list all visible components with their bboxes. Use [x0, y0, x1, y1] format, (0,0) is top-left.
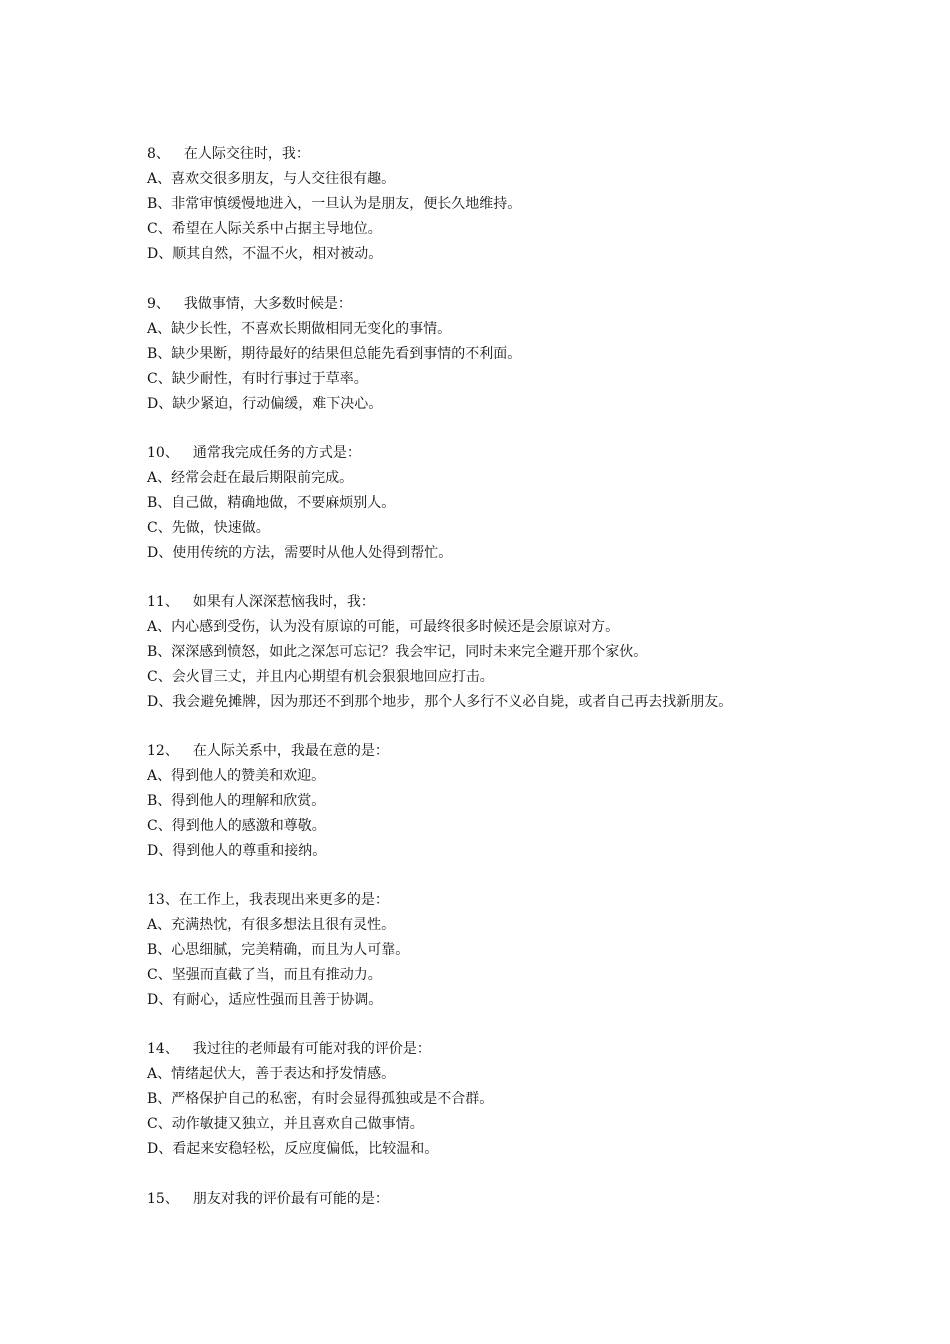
option-a: A、情绪起伏大，善于表达和抒发情感。	[147, 1066, 396, 1082]
question-number: 15、	[147, 1191, 179, 1207]
option-b: B、得到他人的理解和欣赏。	[147, 793, 326, 809]
option-b: B、深深感到愤怒，如此之深怎可忘记？我会牢记，同时未来完全避开那个家伙。	[147, 644, 648, 660]
option-b: B、非常审慎缓慢地进入，一旦认为是朋友，便长久地维持。	[147, 196, 522, 212]
option-c: C、缺少耐性，有时行事过于草率。	[147, 371, 368, 387]
question-14	[147, 1037, 493, 1162]
question-stem	[147, 292, 521, 317]
option-d: D、使用传统的方法，需要时从他人处得到帮忙。	[147, 545, 453, 561]
question-stem	[147, 1187, 389, 1212]
option-b: B、缺少果断，期待最好的结果但总能先看到事情的不利面。	[147, 346, 522, 362]
question-9	[147, 292, 521, 417]
option-a: A、内心感到受伤，认为没有原谅的可能，可最终很多时候还是会原谅对方。	[147, 619, 620, 635]
question-stem	[147, 1037, 493, 1062]
option-b: B、严格保护自己的私密，有时会显得孤独或是不合群。	[147, 1091, 494, 1107]
question-15	[147, 1187, 389, 1212]
question-number: 10、	[147, 445, 179, 461]
option-b: B、自己做，精确地做，不要麻烦别人。	[147, 495, 396, 511]
question-text: 我做事情，大多数时候是：	[183, 296, 352, 312]
question-number: 8、	[147, 146, 170, 162]
option-c: C、得到他人的感激和尊敬。	[147, 818, 326, 834]
option-c: C、动作敏捷又独立，并且喜欢自己做事情。	[147, 1116, 424, 1132]
question-text: 通常我完成任务的方式是：	[192, 445, 361, 461]
option-d: D、有耐心，适应性强而且善于协调。	[147, 992, 383, 1008]
question-number: 12、	[147, 743, 179, 759]
question-13	[147, 888, 409, 1013]
option-d: D、顺其自然，不温不火，相对被动。	[147, 246, 383, 262]
question-number: 13、	[147, 892, 179, 908]
question-stem	[147, 441, 452, 466]
option-a: A、经常会赶在最后期限前完成。	[147, 470, 354, 486]
option-a: A、缺少长性，不喜欢长期做相同无变化的事情。	[147, 321, 452, 337]
question-number: 14、	[147, 1041, 179, 1057]
option-d: D、得到他人的尊重和接纳。	[147, 843, 327, 859]
question-text: 朋友对我的评价最有可能的是：	[192, 1191, 389, 1207]
question-11	[147, 590, 732, 715]
option-c: C、希望在人际关系中占据主导地位。	[147, 221, 382, 237]
question-8	[147, 142, 521, 267]
question-stem	[147, 142, 521, 167]
question-text: 在工作上，我表现出来更多的是：	[178, 892, 389, 908]
option-a: A、喜欢交很多朋友，与人交往很有趣。	[147, 171, 396, 187]
question-stem	[147, 888, 409, 913]
question-text: 我过往的老师最有可能对我的评价是：	[192, 1041, 431, 1057]
option-d: D、看起来安稳轻松，反应度偏低，比较温和。	[147, 1141, 439, 1157]
question-number: 9、	[147, 296, 170, 312]
option-a: A、得到他人的赞美和欢迎。	[147, 768, 326, 784]
option-c: C、先做，快速做。	[147, 520, 270, 536]
question-stem	[147, 739, 389, 764]
question-number: 11、	[147, 594, 179, 610]
option-c: C、坚强而直截了当，而且有推动力。	[147, 967, 382, 983]
option-c: C、会火冒三丈，并且内心期望有机会狠狠地回应打击。	[147, 669, 494, 685]
option-b: B、心思细腻，完美精确，而且为人可靠。	[147, 942, 410, 958]
question-text: 如果有人深深惹恼我时，我：	[192, 594, 375, 610]
question-10	[147, 441, 452, 566]
question-text: 在人际关系中，我最在意的是：	[192, 743, 389, 759]
question-12	[147, 739, 389, 864]
option-d: D、我会避免摊牌，因为那还不到那个地步，那个人多行不义必自毙，或者自己再去找新朋友。	[147, 694, 733, 710]
question-text: 在人际交往时，我：	[183, 146, 310, 162]
question-stem	[147, 590, 732, 615]
option-d: D、缺少紧迫，行动偏缓，难下决心。	[147, 396, 383, 412]
option-a: A、充满热忱，有很多想法且很有灵性。	[147, 917, 396, 933]
